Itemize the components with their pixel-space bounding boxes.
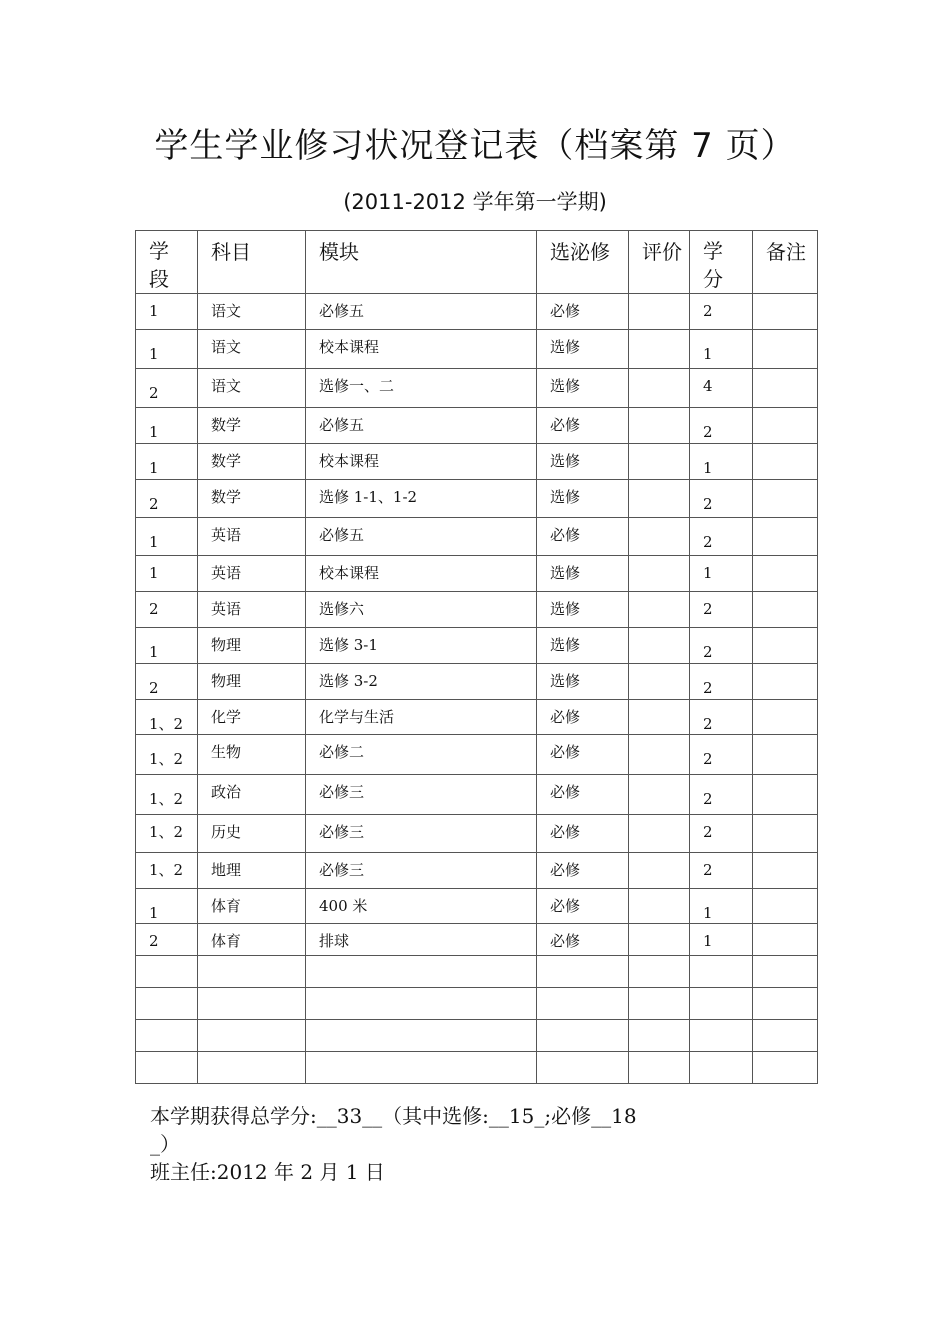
- cell-evaluation: [629, 664, 690, 700]
- table-row: [136, 735, 818, 775]
- table-row: [136, 1052, 818, 1084]
- table-row: [136, 369, 818, 408]
- cell-module: 必修三: [306, 853, 537, 889]
- cell-segment: 1: [136, 408, 198, 444]
- cell-type: [537, 1052, 629, 1084]
- cell-evaluation: [629, 956, 690, 988]
- cell-segment: 1、2: [136, 853, 198, 889]
- cell-module: 必修五: [306, 294, 537, 330]
- total-credits-line: 本学期获得总学分:__33__（其中选修:__15_;必修__18: [150, 1104, 637, 1128]
- cell-type: 必修: [537, 889, 629, 924]
- cell-segment: [136, 988, 198, 1020]
- page-subtitle: (2011-2012 学年第一学期): [343, 190, 607, 214]
- cell-credit: 2: [690, 628, 753, 664]
- cell-type: 必修: [537, 700, 629, 735]
- cell-subject: 体育: [198, 924, 306, 956]
- cell-evaluation: [629, 480, 690, 518]
- cell-note: [753, 775, 818, 815]
- cell-type: 必修: [537, 924, 629, 956]
- cell-subject: 化学: [198, 700, 306, 735]
- cell-type: 选修: [537, 480, 629, 518]
- cell-segment: 1、2: [136, 775, 198, 815]
- cell-module: 化学与生活: [306, 700, 537, 735]
- cell-credit: 2: [690, 592, 753, 628]
- cell-subject: 历史: [198, 815, 306, 853]
- cell-module: 400 米: [306, 889, 537, 924]
- cell-type: 选修: [537, 330, 629, 369]
- cell-segment: 2: [136, 664, 198, 700]
- cell-note: [753, 956, 818, 988]
- cell-subject: 生物: [198, 735, 306, 775]
- cell-note: [753, 369, 818, 408]
- cell-module: 校本课程: [306, 330, 537, 369]
- cell-note: [753, 592, 818, 628]
- cell-credit: 1: [690, 556, 753, 592]
- cell-note: [753, 1052, 818, 1084]
- cell-module: 选修一、二: [306, 369, 537, 408]
- cell-subject: 数学: [198, 480, 306, 518]
- cell-segment: [136, 1020, 198, 1052]
- cell-evaluation: [629, 408, 690, 444]
- table-row: [136, 988, 818, 1020]
- cell-subject: [198, 1052, 306, 1084]
- cell-module: 选修 3-2: [306, 664, 537, 700]
- cell-evaluation: [629, 444, 690, 480]
- cell-evaluation: [629, 988, 690, 1020]
- cell-evaluation: [629, 889, 690, 924]
- cell-subject: 体育: [198, 889, 306, 924]
- cell-credit: 1: [690, 444, 753, 480]
- cell-note: [753, 889, 818, 924]
- cell-note: [753, 664, 818, 700]
- table-row: [136, 480, 818, 518]
- cell-subject: 语文: [198, 294, 306, 330]
- cell-credit: 2: [690, 480, 753, 518]
- header-module: 模块: [306, 231, 537, 294]
- cell-credit: 1: [690, 330, 753, 369]
- cell-type: 必修: [537, 294, 629, 330]
- cell-type: 必修: [537, 518, 629, 556]
- cell-evaluation: [629, 1052, 690, 1084]
- cell-evaluation: [629, 592, 690, 628]
- cell-segment: 1: [136, 294, 198, 330]
- table-row: [136, 924, 818, 956]
- cell-credit: 2: [690, 735, 753, 775]
- cell-module: 必修三: [306, 775, 537, 815]
- table-row: [136, 815, 818, 853]
- cell-credit: 2: [690, 775, 753, 815]
- cell-evaluation: [629, 735, 690, 775]
- cell-module: [306, 988, 537, 1020]
- cell-module: [306, 956, 537, 988]
- table-row: [136, 294, 818, 330]
- table-row: [136, 853, 818, 889]
- table-row: [136, 956, 818, 988]
- cell-type: 必修: [537, 775, 629, 815]
- table-row: [136, 518, 818, 556]
- table-row: [136, 700, 818, 735]
- cell-note: [753, 556, 818, 592]
- cell-credit: [690, 988, 753, 1020]
- cell-module: 必修五: [306, 408, 537, 444]
- cell-type: 选修: [537, 592, 629, 628]
- cell-subject: [198, 956, 306, 988]
- cell-credit: 2: [690, 853, 753, 889]
- cell-credit: 2: [690, 518, 753, 556]
- credits-table: [135, 230, 818, 1084]
- header-credit: 学分: [690, 231, 753, 294]
- table-row: [136, 664, 818, 700]
- cell-evaluation: [629, 628, 690, 664]
- cell-credit: 2: [690, 815, 753, 853]
- cell-credit: 2: [690, 700, 753, 735]
- cell-credit: 1: [690, 924, 753, 956]
- table-row: [136, 775, 818, 815]
- cell-segment: 1: [136, 889, 198, 924]
- cell-evaluation: [629, 775, 690, 815]
- cell-credit: 1: [690, 889, 753, 924]
- page-title: 学生学业修习状况登记表（档案第 7 页）: [154, 126, 796, 166]
- table-row: [136, 889, 818, 924]
- cell-subject: 英语: [198, 556, 306, 592]
- cell-credit: [690, 1052, 753, 1084]
- cell-type: 选修: [537, 444, 629, 480]
- cell-subject: [198, 988, 306, 1020]
- cell-subject: 语文: [198, 330, 306, 369]
- cell-type: 必修: [537, 408, 629, 444]
- cell-note: [753, 853, 818, 889]
- cell-segment: 1、2: [136, 815, 198, 853]
- cell-evaluation: [629, 924, 690, 956]
- cell-subject: 英语: [198, 592, 306, 628]
- cell-module: 必修五: [306, 518, 537, 556]
- cell-evaluation: [629, 700, 690, 735]
- cell-subject: 物理: [198, 664, 306, 700]
- cell-credit: [690, 1020, 753, 1052]
- cell-note: [753, 700, 818, 735]
- cell-evaluation: [629, 1020, 690, 1052]
- table-row: [136, 330, 818, 369]
- table-row: [136, 408, 818, 444]
- total-credits-line-end: _）: [150, 1132, 180, 1156]
- cell-subject: 物理: [198, 628, 306, 664]
- cell-note: [753, 1020, 818, 1052]
- cell-subject: [198, 1020, 306, 1052]
- cell-subject: 语文: [198, 369, 306, 408]
- cell-segment: 1、2: [136, 735, 198, 775]
- table-row: [136, 444, 818, 480]
- cell-segment: 1: [136, 330, 198, 369]
- cell-segment: 2: [136, 480, 198, 518]
- header-note: 备注: [753, 231, 818, 294]
- table-row: [136, 592, 818, 628]
- cell-evaluation: [629, 518, 690, 556]
- cell-type: [537, 1020, 629, 1052]
- table-header-row: [136, 231, 818, 294]
- cell-note: [753, 628, 818, 664]
- header-evaluation: 评价: [629, 231, 690, 294]
- cell-evaluation: [629, 853, 690, 889]
- cell-credit: 2: [690, 294, 753, 330]
- cell-evaluation: [629, 556, 690, 592]
- header-type: 选泌修: [537, 231, 629, 294]
- header-subject: 科目: [198, 231, 306, 294]
- cell-segment: 1: [136, 628, 198, 664]
- cell-note: [753, 518, 818, 556]
- cell-segment: 1: [136, 556, 198, 592]
- cell-credit: 4: [690, 369, 753, 408]
- cell-type: 必修: [537, 735, 629, 775]
- cell-type: 选修: [537, 369, 629, 408]
- cell-subject: 地理: [198, 853, 306, 889]
- cell-type: 选修: [537, 628, 629, 664]
- cell-note: [753, 408, 818, 444]
- cell-module: 选修 3-1: [306, 628, 537, 664]
- summary: [150, 1102, 690, 1186]
- cell-credit: [690, 956, 753, 988]
- cell-note: [753, 988, 818, 1020]
- cell-evaluation: [629, 369, 690, 408]
- cell-subject: 英语: [198, 518, 306, 556]
- header-segment: 学段: [136, 231, 198, 294]
- cell-segment: 2: [136, 369, 198, 408]
- cell-note: [753, 815, 818, 853]
- cell-subject: 数学: [198, 444, 306, 480]
- cell-module: 校本课程: [306, 556, 537, 592]
- cell-segment: [136, 956, 198, 988]
- cell-module: 排球: [306, 924, 537, 956]
- cell-module: 选修 1-1、1-2: [306, 480, 537, 518]
- cell-note: [753, 480, 818, 518]
- cell-credit: 2: [690, 664, 753, 700]
- cell-credit: 2: [690, 408, 753, 444]
- cell-module: 必修二: [306, 735, 537, 775]
- cell-module: 必修三: [306, 815, 537, 853]
- cell-evaluation: [629, 294, 690, 330]
- cell-type: [537, 988, 629, 1020]
- cell-segment: 2: [136, 592, 198, 628]
- cell-module: 选修六: [306, 592, 537, 628]
- cell-note: [753, 924, 818, 956]
- cell-type: 选修: [537, 556, 629, 592]
- cell-segment: 1、2: [136, 700, 198, 735]
- cell-subject: 政治: [198, 775, 306, 815]
- cell-segment: 1: [136, 518, 198, 556]
- table-row: [136, 628, 818, 664]
- cell-module: [306, 1020, 537, 1052]
- cell-note: [753, 330, 818, 369]
- cell-type: 必修: [537, 853, 629, 889]
- cell-note: [753, 735, 818, 775]
- cell-module: 校本课程: [306, 444, 537, 480]
- cell-type: [537, 956, 629, 988]
- cell-segment: [136, 1052, 198, 1084]
- cell-type: 必修: [537, 815, 629, 853]
- cell-note: [753, 294, 818, 330]
- cell-type: 选修: [537, 664, 629, 700]
- cell-segment: 1: [136, 444, 198, 480]
- cell-evaluation: [629, 330, 690, 369]
- cell-segment: 2: [136, 924, 198, 956]
- cell-note: [753, 444, 818, 480]
- homeroom-teacher-line: 班主任:2012 年 2 月 1 日: [150, 1160, 385, 1184]
- cell-subject: 数学: [198, 408, 306, 444]
- cell-evaluation: [629, 815, 690, 853]
- table-row: [136, 1020, 818, 1052]
- table-row: [136, 556, 818, 592]
- cell-module: [306, 1052, 537, 1084]
